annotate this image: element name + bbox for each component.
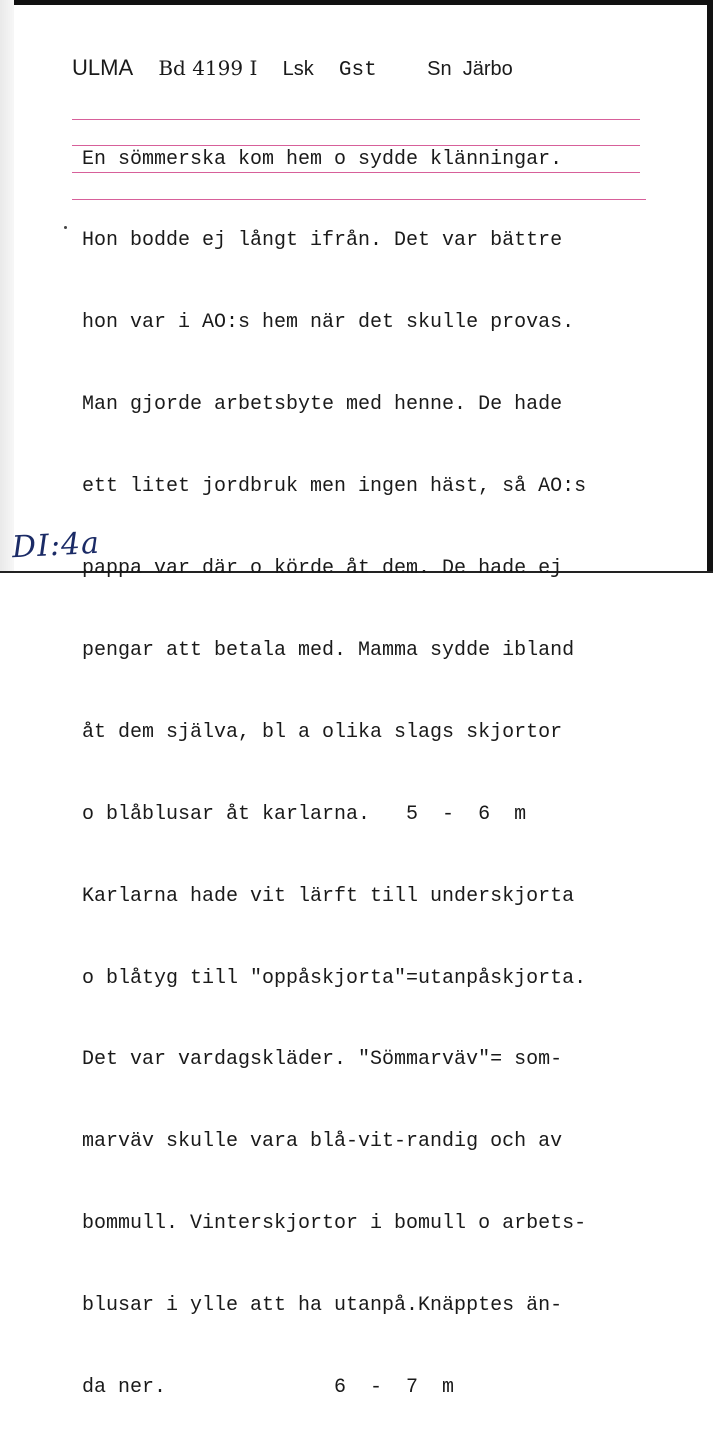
scan-edge-left [0, 0, 14, 573]
scan-edge-top [0, 0, 713, 5]
transcript-text [82, 91, 586, 1456]
margin-speck [64, 226, 67, 229]
text-line: En sömmerska kom hem o sydde klänningar. [82, 147, 563, 171]
text-line: Hon bodde ej långt ifrån. Det var bättre [82, 229, 563, 253]
card-header [72, 55, 513, 82]
text-line: pappa var där o körde åt dem. De hade ej [82, 557, 563, 581]
text-line: o blåblusar åt karlarna. 5 - 6 m [82, 802, 527, 826]
text-line: o blåtyg till "oppåskjorta"=utanpåskjorta. [82, 966, 587, 990]
text-line: Det var vardagskläder. "Sömmarväv"= som- [82, 1048, 563, 1072]
archive-name: ULMA [72, 55, 134, 80]
text-line: marväv skulle vara blå-vit-randig och av [82, 1130, 563, 1154]
text-line: åt dem själva, bl a olika slags skjortor [82, 720, 563, 744]
text-line: ett litet jordbruk men ingen häst, så AO:s [82, 475, 587, 499]
text-line: bommull. Vinterskjortor i bomull o arbets- [82, 1212, 587, 1236]
text-line: pengar att betala med. Mamma sydde ibland [82, 638, 575, 662]
handwritten-signum: DI:4a [11, 525, 101, 566]
text-line: hon var i AO:s hem när det skulle provas. [82, 311, 575, 335]
text-line: da ner. 6 - 7 m [82, 1375, 455, 1399]
location: Sn Järbo [427, 58, 513, 80]
district-abbrev: Gst [338, 59, 377, 82]
record-number: Bd 4199 I [158, 56, 258, 80]
parish-abbrev: Lsk [282, 58, 314, 80]
text-line: Karlarna hade vit lärft till underskjorta [82, 884, 575, 908]
scan-edge-right [707, 0, 713, 573]
text-line: Man gjorde arbetsbyte med henne. De hade [82, 393, 563, 417]
text-line: blusar i ylle att ha utanpå.Knäpptes än- [82, 1294, 563, 1318]
